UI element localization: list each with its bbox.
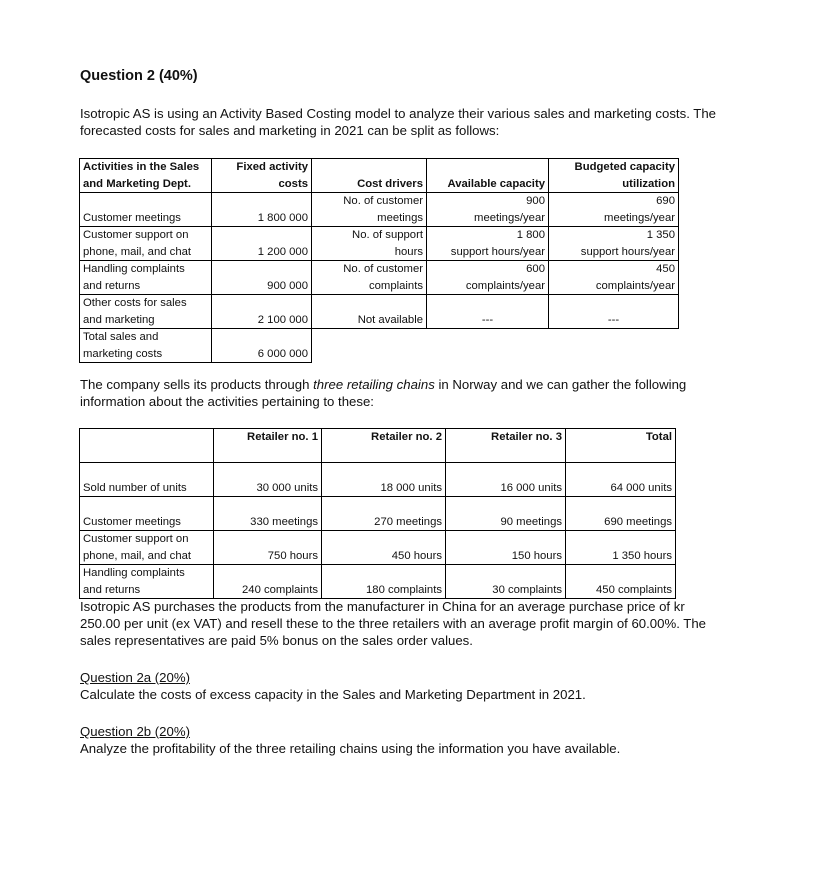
- value-cell: 16 000 units: [446, 463, 566, 497]
- question-2a-text: Calculate the costs of excess capacity in the Sales and Marketing Department in 2021.: [80, 687, 586, 702]
- table-row-total: [80, 329, 679, 363]
- table-header-row: [80, 429, 676, 463]
- row-label: Customer meetings: [80, 497, 214, 531]
- table-row: [80, 261, 679, 295]
- value-cell: 1 350 hours: [566, 531, 676, 565]
- row-label: Total sales and marketing costs: [80, 329, 212, 363]
- fixed-cost-total-cell: 6 000 000: [212, 329, 312, 363]
- value-cell: 240 complaints: [214, 565, 322, 599]
- fixed-cost-cell: 1 800 000: [212, 193, 312, 227]
- value-cell: 690 meetings: [566, 497, 676, 531]
- header-empty: [80, 429, 214, 463]
- value-cell: 90 meetings: [446, 497, 566, 531]
- question-2a-title: Question 2a (20%): [80, 670, 190, 685]
- capacity-cell: 600 complaints/year: [427, 261, 549, 295]
- capacity-cell: 900 meetings/year: [427, 193, 549, 227]
- retailers-paragraph: The company sells its products through three retailing chains in Norway and we can gather the following information about the activities pertaining to these:: [80, 377, 687, 409]
- utilization-cell: 690 meetings/year: [549, 193, 679, 227]
- value-cell: 150 hours: [446, 531, 566, 565]
- fixed-cost-cell: 900 000: [212, 261, 312, 295]
- value-cell: 64 000 units: [566, 463, 676, 497]
- purchase-paragraph: Isotropic AS purchases the products from the manufacturer in China for an average purchase price of kr 250.00 per unit (ex VAT) and resell these to the three retailers with an average profit margin of 60.00%. The sales representatives are paid 5% bonus on the sales order values.: [80, 599, 707, 648]
- value-cell: 30 000 units: [214, 463, 322, 497]
- table-row: [80, 531, 676, 565]
- value-cell: 30 complaints: [446, 565, 566, 599]
- header-retailer-2: Retailer no. 2: [322, 429, 446, 463]
- question-2b-text: Analyze the profitability of the three retailing chains using the information you have available.: [80, 741, 621, 756]
- value-cell: 180 complaints: [322, 565, 446, 599]
- row-label: Customer meetings: [80, 193, 212, 227]
- header-activity: Activities in the Sales and Marketing Dept.: [80, 159, 212, 193]
- header-cost-drivers: Cost drivers: [312, 159, 427, 193]
- row-label: Customer support on phone, mail, and chat: [80, 531, 214, 565]
- capacity-cell: 1 800 support hours/year: [427, 227, 549, 261]
- utilization-cell: ---: [549, 295, 679, 329]
- capacity-cell: ---: [427, 295, 549, 329]
- table-row: [80, 497, 676, 531]
- table-row: [80, 463, 676, 497]
- retailer-table: [79, 428, 676, 599]
- value-cell: 270 meetings: [322, 497, 446, 531]
- value-cell: 330 meetings: [214, 497, 322, 531]
- row-label: Handling complaints and returns: [80, 565, 214, 599]
- row-label: Customer support on phone, mail, and chat: [80, 227, 212, 261]
- question-2b-title: Question 2b (20%): [80, 724, 190, 739]
- utilization-cell: 450 complaints/year: [549, 261, 679, 295]
- intro-paragraph: Isotropic AS is using an Activity Based Costing model to analyze their various sales and marketing costs. The forecasted costs for sales and marketing in 2021 can be split as follows:: [80, 106, 717, 138]
- header-budgeted-utilization: Budgeted capacity utilization: [549, 159, 679, 193]
- value-cell: 18 000 units: [322, 463, 446, 497]
- header-total: Total: [566, 429, 676, 463]
- table-row: [80, 227, 679, 261]
- table-header-row: [80, 159, 679, 193]
- activity-cost-table: [79, 158, 679, 363]
- question-heading: Question 2 (40%): [80, 68, 198, 84]
- cost-driver-cell: No. of customer meetings: [312, 193, 427, 227]
- table-row: [80, 193, 679, 227]
- row-label: Sold number of units: [80, 463, 214, 497]
- header-available-capacity: Available capacity: [427, 159, 549, 193]
- header-fixed-costs: Fixed activity costs: [212, 159, 312, 193]
- utilization-cell: 1 350 support hours/year: [549, 227, 679, 261]
- row-label: Handling complaints and returns: [80, 261, 212, 295]
- cost-driver-cell: No. of customer complaints: [312, 261, 427, 295]
- fixed-cost-cell: 2 100 000: [212, 295, 312, 329]
- row-label: Other costs for sales and marketing: [80, 295, 212, 329]
- fixed-cost-cell: 1 200 000: [212, 227, 312, 261]
- header-retailer-3: Retailer no. 3: [446, 429, 566, 463]
- table-row: [80, 565, 676, 599]
- value-cell: 750 hours: [214, 531, 322, 565]
- table-row: [80, 295, 679, 329]
- header-retailer-1: Retailer no. 1: [214, 429, 322, 463]
- value-cell: 450 complaints: [566, 565, 676, 599]
- cost-driver-cell: Not available: [312, 295, 427, 329]
- cost-driver-cell: No. of support hours: [312, 227, 427, 261]
- value-cell: 450 hours: [322, 531, 446, 565]
